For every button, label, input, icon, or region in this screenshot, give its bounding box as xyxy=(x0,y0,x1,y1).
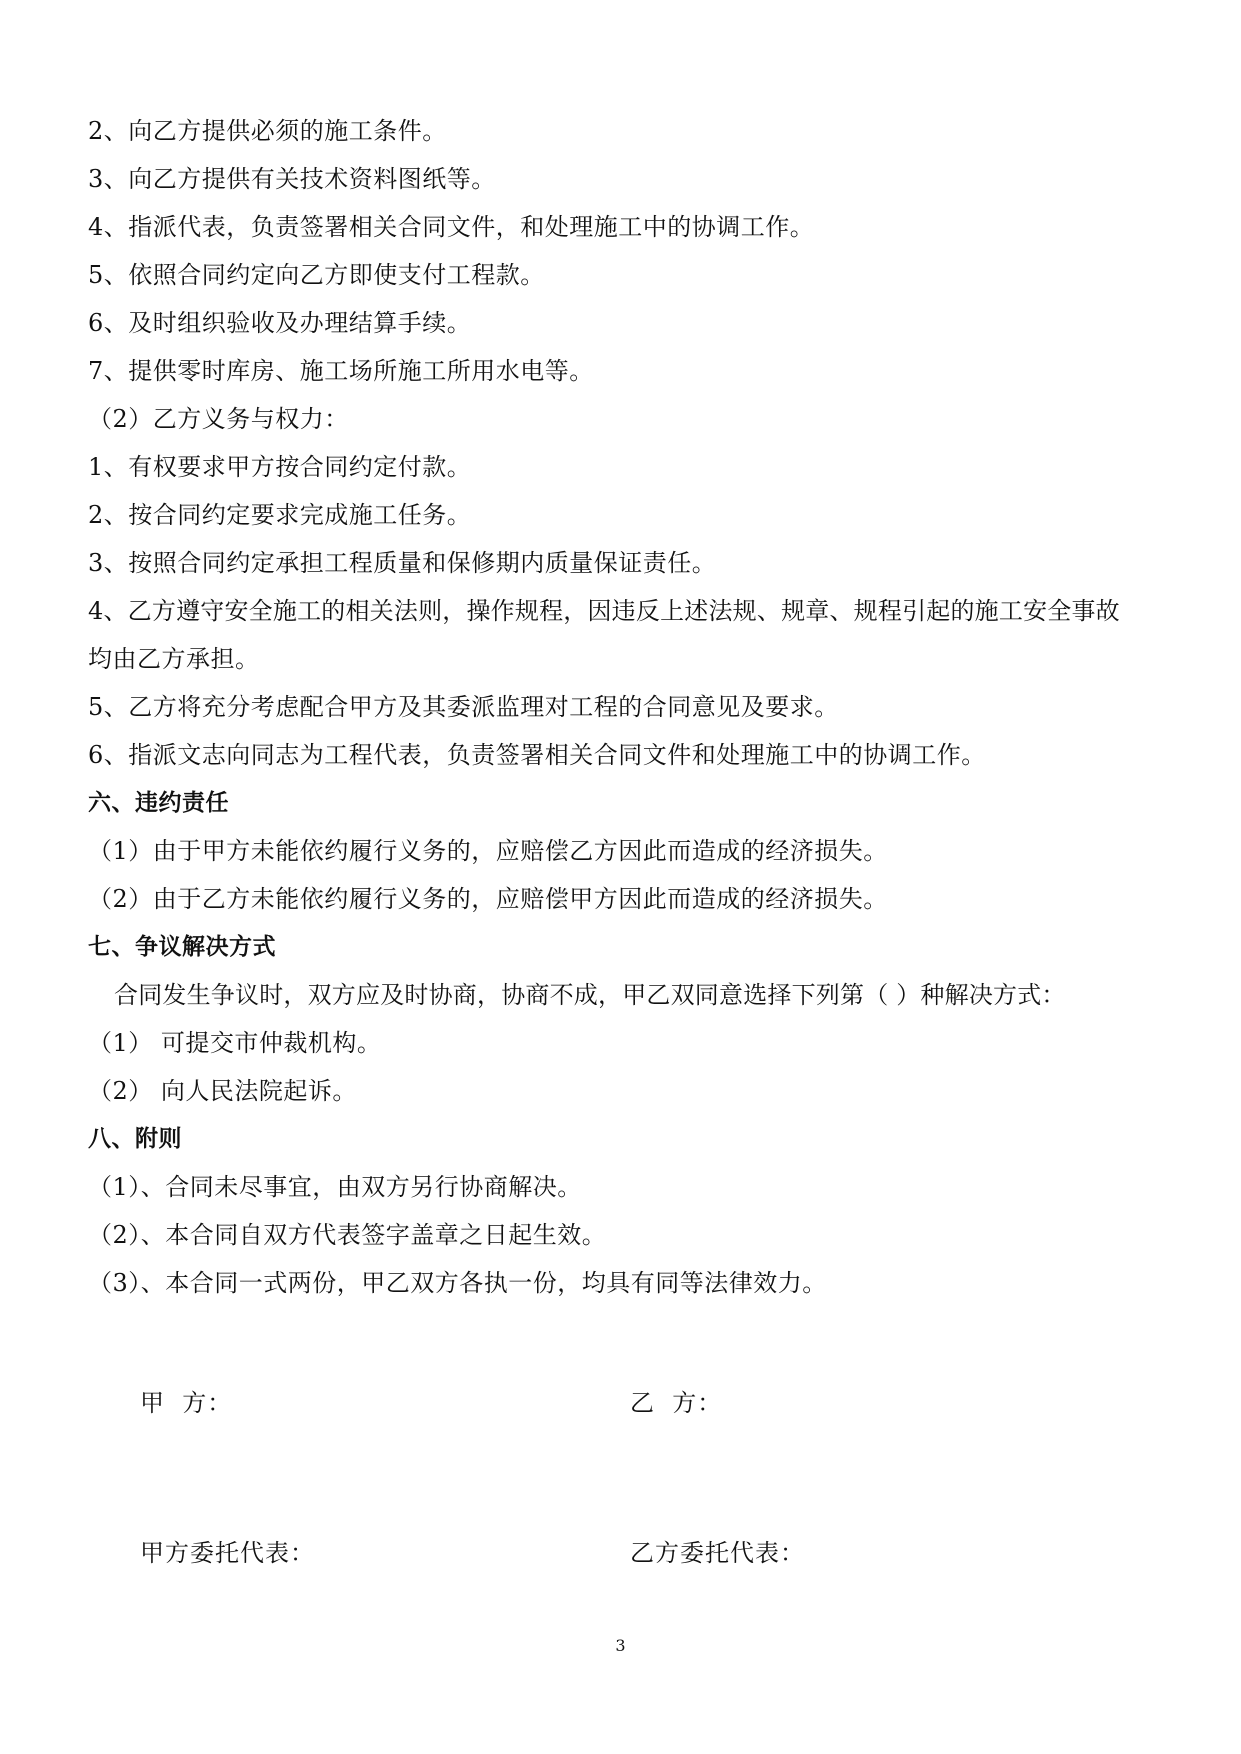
supplementary-clause-1: （1）、合同未尽事宜，由双方另行协商解决。 xyxy=(88,1173,582,1201)
signature-party-a: 甲 方： xyxy=(140,1389,233,1417)
dispute-option-2: （2） 向人民法院起诉。 xyxy=(88,1077,357,1105)
clause-b4: 4、乙方遵守安全施工的相关法则，操作规程，因违反上述法规、规章、规程引起的施工安全事故 xyxy=(88,597,1120,625)
clause-b3: 3、按照合同约定承担工程质量和保修期内质量保证责任。 xyxy=(88,549,717,577)
breach-clause-1: （1）由于甲方未能依约履行义务的，应赔偿乙方因此而造成的经济损失。 xyxy=(88,837,888,865)
signature-party-b-representative: 乙方委托代表： xyxy=(630,1539,805,1567)
clause-b6: 6、指派文志向同志为工程代表，负责签署相关合同文件和处理施工中的协调工作。 xyxy=(88,741,986,769)
clause-b4-continued: 均由乙方承担。 xyxy=(88,645,260,673)
page-number: 3 xyxy=(615,1636,626,1655)
signature-party-b: 乙 方： xyxy=(630,1389,723,1417)
signature-party-a-representative: 甲方委托代表： xyxy=(140,1539,315,1567)
clause-a2: 2、向乙方提供必须的施工条件。 xyxy=(88,117,447,145)
section-heading-breach: 六、违约责任 xyxy=(88,790,229,816)
breach-clause-2: （2）由于乙方未能依约履行义务的，应赔偿甲方因此而造成的经济损失。 xyxy=(88,885,888,913)
clause-a3: 3、向乙方提供有关技术资料图纸等。 xyxy=(88,165,496,193)
clause-a4: 4、指派代表，负责签署相关合同文件，和处理施工中的协调工作。 xyxy=(88,213,815,241)
clause-a7: 7、提供零时库房、施工场所施工所用水电等。 xyxy=(88,357,594,385)
supplementary-clause-3: （3）、本合同一式两份，甲乙双方各执一份，均具有同等法律效力。 xyxy=(88,1269,827,1297)
section-heading-supplementary: 八、附则 xyxy=(88,1126,182,1152)
clause-b5: 5、乙方将充分考虑配合甲方及其委派监理对工程的合同意见及要求。 xyxy=(88,693,839,721)
clause-b1: 1、有权要求甲方按合同约定付款。 xyxy=(88,453,472,481)
dispute-option-1: （1） 可提交市仲裁机构。 xyxy=(88,1029,382,1057)
clause-b2: 2、按合同约定要求完成施工任务。 xyxy=(88,501,472,529)
section-heading-dispute: 七、争议解决方式 xyxy=(88,934,276,960)
clause-a5: 5、依照合同约定向乙方即使支付工程款。 xyxy=(88,261,545,289)
subsection-party-b-duties: （2）乙方义务与权力： xyxy=(88,405,349,433)
clause-a6: 6、及时组织验收及办理结算手续。 xyxy=(88,309,472,337)
supplementary-clause-2: （2）、本合同自双方代表签字盖章之日起生效。 xyxy=(88,1221,607,1249)
dispute-intro: 合同发生争议时，双方应及时协商，协商不成，甲乙双同意选择下列第（ ）种解决方式： xyxy=(114,981,1066,1009)
